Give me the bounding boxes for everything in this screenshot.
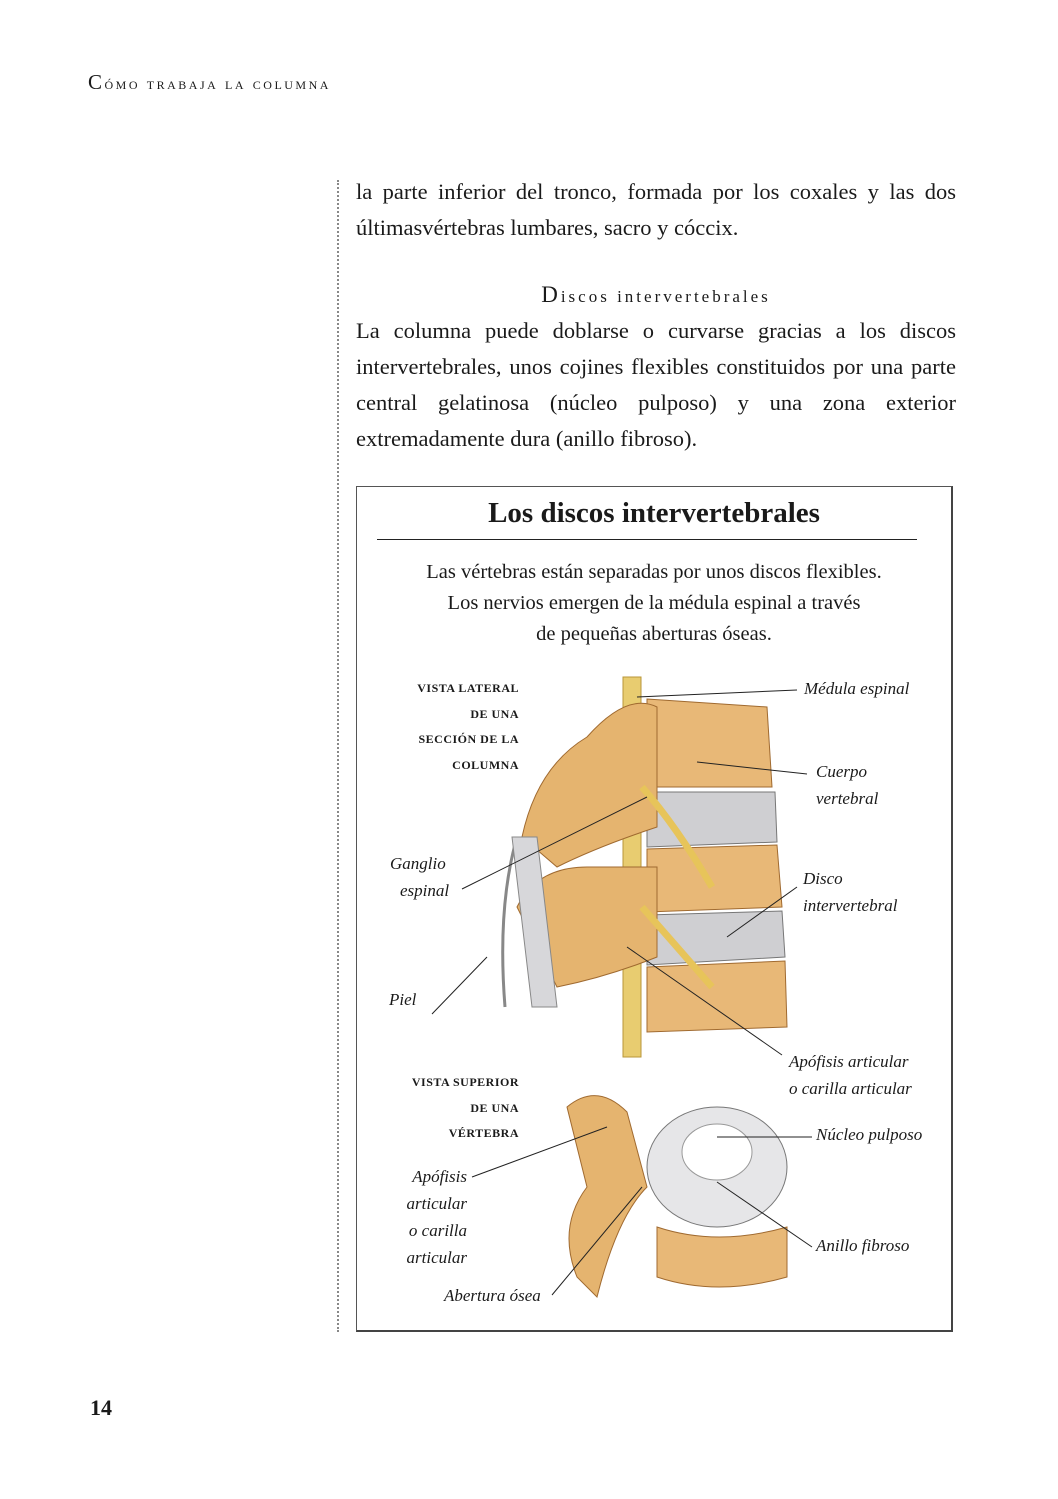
vertebral-body xyxy=(647,961,787,1032)
label-apofisis-articular-left xyxy=(391,1163,467,1271)
section-heading xyxy=(356,282,956,308)
vertebral-body xyxy=(647,699,772,787)
vertebral-body xyxy=(647,845,782,912)
caption-line: Las vértebras están separadas por unos discos flexibles. xyxy=(426,561,882,583)
label-line: Ganglio xyxy=(390,854,446,873)
label-line: espinal xyxy=(400,881,450,900)
label-line: VÉRTEBRA xyxy=(448,1126,519,1140)
label-disco-intervertebral xyxy=(803,865,897,919)
label-line: Disco xyxy=(803,869,843,888)
lateral-view-label xyxy=(319,676,519,778)
label-line: vertebral xyxy=(816,789,879,808)
label-line: COLUMNA xyxy=(452,757,519,772)
label-abertura-osea: Abertura ósea xyxy=(444,1286,541,1305)
caption-line: Los nervios emergen de la médula espinal a través xyxy=(447,592,861,614)
label-line: articular xyxy=(406,1248,467,1267)
running-head-text: ómo trabaja la columna xyxy=(104,74,331,93)
paragraph-2: La columna puede doblarse o curvarse gracias a los discos intervertebrales, unos cojines flexibles constituidos por una parte central gelatinosa (núcleo pulposo) y una zona exterior extremadamente dura (anillo fibroso). xyxy=(356,318,956,451)
label-nucleo-pulposo: Núcleo pulposo xyxy=(816,1125,923,1144)
nucleus-pulposus xyxy=(682,1124,752,1180)
label-line: SECCIÓN DE LA xyxy=(418,732,519,746)
figure-title: Los discos intervertebrales xyxy=(488,497,820,529)
label-cuerpo-vertebral xyxy=(816,758,878,812)
label-line: o carilla articular xyxy=(789,1079,912,1098)
label-line: VISTA SUPERIOR xyxy=(411,1075,519,1089)
superior-view-label xyxy=(319,1070,519,1147)
vertebral-arch xyxy=(567,1096,647,1297)
label-line: VISTA LATERAL xyxy=(417,681,519,695)
label-line: articular xyxy=(406,1194,467,1213)
vertebral-body xyxy=(657,1227,787,1287)
section-heading-text: iscos intervertebrales xyxy=(560,287,771,306)
label-line: DE UNA xyxy=(470,706,519,721)
label-apofisis-articular-right xyxy=(789,1048,912,1102)
section-heading-initial: D xyxy=(541,282,561,307)
caption-line: de pequeñas aberturas óseas. xyxy=(536,623,772,645)
paragraph-1: la parte inferior del tronco, formada por los coxales y las dos últimasvértebras lumbares, sacro y cóccix. xyxy=(356,179,956,240)
running-head xyxy=(88,70,331,95)
label-anillo-fibroso: Anillo fibroso xyxy=(816,1236,910,1255)
label-line: o carilla xyxy=(408,1221,467,1240)
figure-box xyxy=(356,486,953,1332)
label-piel: Piel xyxy=(389,990,417,1009)
label-ganglio-espinal xyxy=(390,850,449,904)
label-medula-espinal: Médula espinal xyxy=(804,679,910,698)
label-line: intervertebral xyxy=(803,896,898,915)
label-line: Apófisis articular xyxy=(789,1052,909,1071)
page-number: 14 xyxy=(90,1395,112,1420)
label-line: Cuerpo xyxy=(816,762,867,781)
label-line: Apófisis xyxy=(412,1167,467,1186)
running-head-initial: C xyxy=(88,70,105,94)
label-line: DE UNA xyxy=(470,1100,519,1115)
